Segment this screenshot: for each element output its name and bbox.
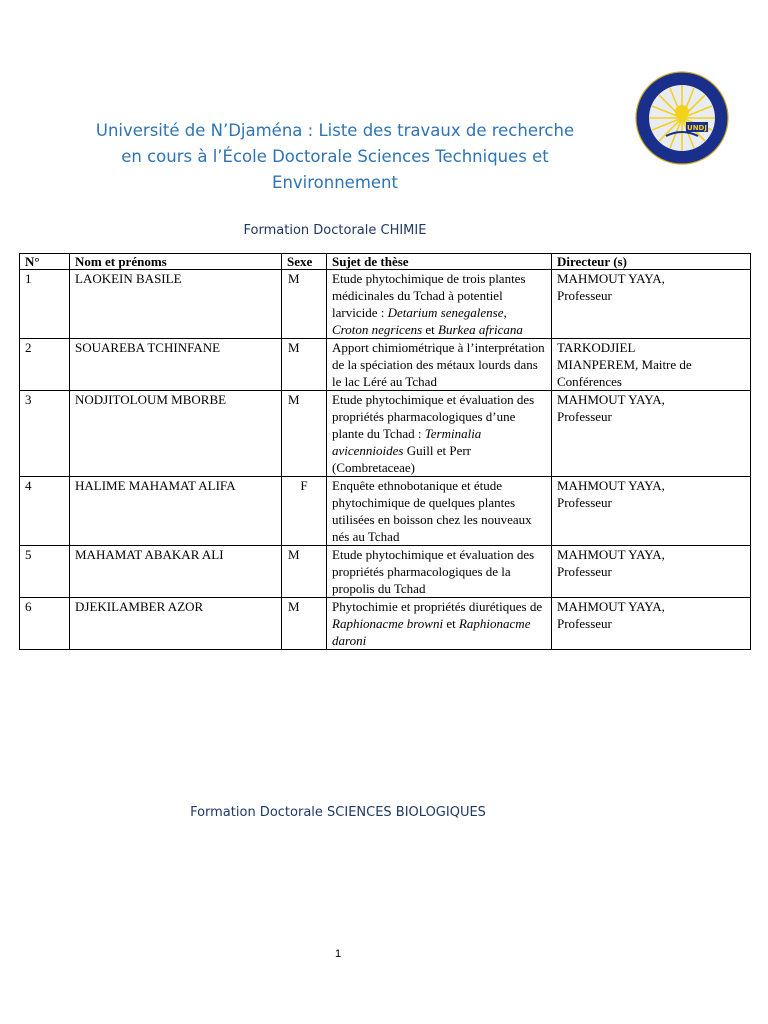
university-logo bbox=[634, 70, 730, 166]
table-row bbox=[20, 391, 751, 477]
row-subject: Etude phytochimique et évaluation des propriétés pharmacologiques de la propolis du Tchad bbox=[327, 546, 552, 598]
row-sex: M bbox=[282, 391, 327, 477]
section-title-chimie: Formation Doctorale CHIMIE bbox=[243, 223, 427, 238]
row-sex: M bbox=[282, 598, 327, 650]
row-name: MAHAMAT ABAKAR ALI bbox=[70, 546, 282, 598]
row-name: LAOKEIN BASILE bbox=[70, 270, 282, 339]
row-subject: Etude phytochimique et évaluation des propriétés pharmacologiques d’une plante du Tchad : Terminalia avicennioides Guill et Perr (Combretaceae) bbox=[327, 391, 552, 477]
document-title bbox=[70, 118, 600, 196]
row-name: NODJITOLOUM MBORBE bbox=[70, 391, 282, 477]
row-sex: F bbox=[282, 477, 327, 546]
table-header-row bbox=[20, 254, 751, 270]
row-sex: M bbox=[282, 339, 327, 391]
row-director: MAHMOUT YAYA, Professeur bbox=[552, 546, 751, 598]
row-num: 4 bbox=[20, 477, 70, 546]
row-num: 1 bbox=[20, 270, 70, 339]
row-num: 2 bbox=[20, 339, 70, 391]
title-line-1: Université de N’Djaména : Liste des travaux de recherche bbox=[95, 121, 575, 140]
title-line-2: en cours à l’École Doctorale Sciences Techniques et bbox=[121, 147, 549, 166]
header-subject: Sujet de thèse bbox=[327, 254, 552, 270]
row-num: 3 bbox=[20, 391, 70, 477]
row-name: SOUAREBA TCHINFANE bbox=[70, 339, 282, 391]
row-director: MAHMOUT YAYA, Professeur bbox=[552, 270, 751, 339]
row-sex: M bbox=[282, 546, 327, 598]
row-director: MAHMOUT YAYA, Professeur bbox=[552, 598, 751, 650]
table-row bbox=[20, 598, 751, 650]
row-num: 6 bbox=[20, 598, 70, 650]
row-name: HALIME MAHAMAT ALIFA bbox=[70, 477, 282, 546]
header-director: Directeur (s) bbox=[552, 254, 751, 270]
row-director: MAHMOUT YAYA, Professeur bbox=[552, 391, 751, 477]
header-sex: Sexe bbox=[282, 254, 327, 270]
row-subject: Etude phytochimique de trois plantes médicinales du Tchad à potentiel larvicide : Detarium senegalense, Croton negricens et Burkea africana bbox=[327, 270, 552, 339]
row-num: 5 bbox=[20, 546, 70, 598]
logo-text: UNDJ bbox=[687, 124, 707, 132]
row-director: TARKODJIEL MIANPEREM, Maitre de Conférences bbox=[552, 339, 751, 391]
table-row bbox=[20, 339, 751, 391]
header-name: Nom et prénoms bbox=[70, 254, 282, 270]
row-name: DJEKILAMBER AZOR bbox=[70, 598, 282, 650]
table-row bbox=[20, 270, 751, 339]
table-row bbox=[20, 477, 751, 546]
row-subject: Phytochimie et propriétés diurétiques de Raphionacme browni et Raphionacme daroni bbox=[327, 598, 552, 650]
row-director: MAHMOUT YAYA, Professeur bbox=[552, 477, 751, 546]
row-subject: Enquête ethnobotanique et étude phytochimique de quelques plantes utilisées en boisson chez les nouveaux nés au Tchad bbox=[327, 477, 552, 546]
row-subject: Apport chimiométrique à l’interprétation de la spéciation des métaux lourds dans le lac Léré au Tchad bbox=[327, 339, 552, 391]
row-sex: M bbox=[282, 270, 327, 339]
section-title-bio: Formation Doctorale SCIENCES BIOLOGIQUES bbox=[190, 805, 486, 820]
page-number: 1 bbox=[334, 948, 342, 960]
table-row bbox=[20, 546, 751, 598]
thesis-table bbox=[19, 253, 751, 650]
title-line-3: Environnement bbox=[272, 173, 398, 192]
header-num: N° bbox=[20, 254, 70, 270]
